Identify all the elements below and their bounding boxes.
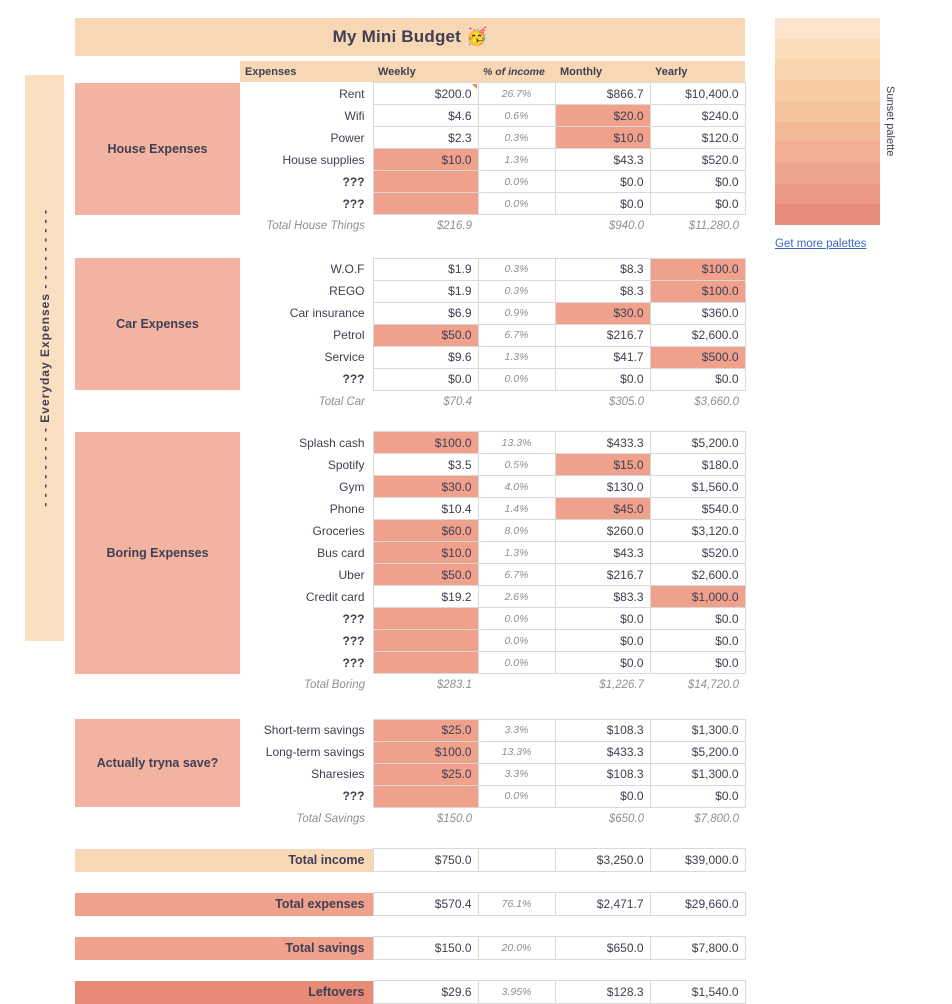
yearly-value-cell[interactable]: $0.0 [650, 171, 745, 193]
section-total-monthly[interactable]: $940.0 [608, 220, 644, 233]
section-total-row [75, 674, 745, 697]
summary-monthly-cell[interactable]: $650.0 [555, 937, 650, 960]
yearly-value-cell[interactable]: $2,600.0 [650, 324, 745, 346]
summary-table [75, 980, 746, 1004]
pct-of-income-cell[interactable]: 6.7% [478, 324, 555, 346]
yearly-value-cell[interactable]: $240.0 [650, 105, 745, 127]
expense-name-cell[interactable]: Uber [338, 567, 365, 582]
yearly-value-cell[interactable]: $5,200.0 [650, 432, 745, 454]
everyday-expenses-strip [25, 75, 64, 641]
section-label[interactable]: Boring Expenses [75, 432, 240, 674]
note-marker-icon [472, 84, 477, 89]
expense-name-cell[interactable]: Power [330, 130, 365, 145]
expense-name-cell[interactable]: Petrol [333, 328, 365, 342]
get-more-palettes-link[interactable]: Get more palettes [775, 238, 867, 250]
section-total-monthly[interactable]: $650.0 [608, 812, 644, 825]
expense-name-cell[interactable]: REGO [329, 284, 365, 298]
pct-of-income-cell[interactable]: 0.9% [478, 302, 555, 324]
weekly-value-cell[interactable]: $50.0 [373, 324, 478, 346]
expense-name-cell[interactable]: ??? [342, 196, 365, 211]
palette-swatch [775, 80, 880, 101]
monthly-value-cell[interactable]: $433.3 [555, 432, 650, 454]
yearly-value-cell[interactable]: $0.0 [650, 630, 745, 652]
monthly-value-cell[interactable]: $260.0 [555, 520, 650, 542]
summary-pct-cell[interactable]: 20.0% [478, 937, 555, 960]
expense-row [75, 83, 745, 105]
expense-name-cell[interactable]: Splash cash [299, 435, 365, 450]
weekly-value-cell[interactable]: $1.9 [373, 258, 478, 280]
summary-yearly-cell[interactable]: $39,000.0 [650, 849, 745, 872]
section-total-weekly[interactable]: $216.9 [436, 220, 472, 233]
monthly-value-cell[interactable]: $216.7 [555, 324, 650, 346]
yearly-value-cell[interactable]: $0.0 [650, 608, 745, 630]
monthly-value-cell[interactable]: $433.3 [555, 741, 650, 763]
expense-name-cell[interactable]: Long-term savings [265, 745, 365, 759]
pct-of-income-cell[interactable]: 0.5% [478, 454, 555, 476]
yearly-value-cell[interactable]: $540.0 [650, 498, 745, 520]
pct-of-income-cell[interactable]: 0.3% [478, 127, 555, 149]
yearly-value-cell[interactable]: $360.0 [650, 302, 745, 324]
section-total-pct [478, 390, 555, 413]
pct-of-income-cell[interactable]: 1.3% [478, 346, 555, 368]
palette-swatch [775, 122, 880, 143]
palette-swatch [775, 18, 880, 39]
monthly-value-cell[interactable]: $10.0 [555, 127, 650, 149]
summary-weekly-cell[interactable]: $750.0 [373, 849, 478, 872]
pct-of-income-cell[interactable]: 0.0% [478, 193, 555, 215]
weekly-value-cell[interactable]: $100.0 [373, 741, 478, 763]
weekly-value-cell[interactable]: $10.0 [373, 149, 478, 171]
expense-name-cell[interactable]: Sharesies [311, 767, 365, 781]
yearly-value-cell[interactable]: $2,600.0 [650, 564, 745, 586]
weekly-value-cell[interactable] [373, 193, 478, 215]
expense-name-cell[interactable]: W.O.F [330, 262, 365, 276]
yearly-value-cell[interactable]: $0.0 [650, 785, 745, 807]
section-table [75, 719, 746, 831]
budget-sheet [75, 18, 745, 1004]
weekly-value-cell[interactable]: $25.0 [373, 763, 478, 785]
palette-swatch [775, 184, 880, 205]
pct-of-income-cell[interactable]: 13.3% [478, 741, 555, 763]
section-total-label[interactable]: Total House Things [266, 220, 365, 232]
section-total-weekly[interactable]: $150.0 [436, 812, 472, 825]
yearly-value-cell[interactable]: $5,200.0 [650, 741, 745, 763]
monthly-value-cell[interactable]: $8.3 [555, 280, 650, 302]
summary-label[interactable]: Total expenses [75, 893, 373, 916]
yearly-value-cell[interactable]: $0.0 [650, 368, 745, 390]
pct-of-income-cell[interactable]: 0.0% [478, 785, 555, 807]
expense-name-cell[interactable]: Gym [339, 479, 365, 494]
summary-monthly-cell[interactable]: $3,250.0 [555, 849, 650, 872]
weekly-value-cell[interactable]: $60.0 [373, 520, 478, 542]
pct-of-income-cell[interactable]: 1.4% [478, 498, 555, 520]
summary-weekly-cell[interactable]: $570.4 [373, 893, 478, 916]
section-total-yearly[interactable]: $7,800.0 [694, 812, 739, 825]
total-spacer-cell [75, 390, 240, 413]
palette-swatch [775, 59, 880, 80]
expense-name-cell[interactable]: ??? [342, 633, 365, 648]
weekly-value-cell[interactable] [373, 608, 478, 630]
yearly-value-cell[interactable]: $3,120.0 [650, 520, 745, 542]
section-total-pct [478, 807, 555, 830]
section-total-row [75, 390, 745, 413]
section-total-monthly[interactable]: $305.0 [608, 395, 644, 408]
weekly-value-cell[interactable]: $25.0 [373, 719, 478, 741]
summary-label[interactable]: Leftovers [75, 981, 373, 1004]
expense-name-cell[interactable]: Spotify [327, 457, 365, 472]
summary-yearly-cell[interactable]: $7,800.0 [650, 937, 745, 960]
yearly-value-cell[interactable]: $100.0 [650, 258, 745, 280]
col-header-pct-of-income[interactable]: % of income [478, 61, 555, 82]
total-spacer-cell [75, 674, 240, 697]
pct-of-income-cell[interactable]: 2.6% [478, 586, 555, 608]
expense-name-cell[interactable]: ??? [342, 611, 365, 626]
total-spacer-cell [75, 807, 240, 830]
palette-name-label: Sunset palette [884, 86, 896, 157]
expense-name-cell[interactable]: Bus card [317, 545, 365, 560]
pct-of-income-cell[interactable]: 3.3% [478, 763, 555, 785]
expense-name-cell[interactable]: Car insurance [289, 306, 365, 320]
col-header-monthly[interactable]: Monthly [555, 61, 650, 82]
monthly-value-cell[interactable]: $130.0 [555, 476, 650, 498]
weekly-value-cell[interactable]: $1.9 [373, 280, 478, 302]
yearly-value-cell[interactable]: $520.0 [650, 149, 745, 171]
palette-name [884, 18, 896, 225]
yearly-value-cell[interactable]: $1,300.0 [650, 719, 745, 741]
weekly-value-cell[interactable]: $3.5 [373, 454, 478, 476]
pct-of-income-cell[interactable]: 0.0% [478, 368, 555, 390]
summary-table [75, 936, 746, 960]
weekly-value-cell[interactable]: $200.0 [373, 83, 478, 105]
section-total-label[interactable]: Total Boring [304, 679, 365, 691]
sheet-title[interactable]: My Mini Budget 🥳 [75, 18, 745, 56]
monthly-value-cell[interactable]: $45.0 [555, 498, 650, 520]
monthly-value-cell[interactable]: $15.0 [555, 454, 650, 476]
weekly-value-cell[interactable]: $4.6 [373, 105, 478, 127]
weekly-value-cell[interactable]: $30.0 [373, 476, 478, 498]
weekly-value-cell[interactable] [373, 630, 478, 652]
expense-name-cell[interactable]: ??? [342, 174, 365, 189]
pct-of-income-cell[interactable]: 0.0% [478, 652, 555, 674]
monthly-value-cell[interactable]: $0.0 [555, 193, 650, 215]
summary-weekly-cell[interactable]: $29.6 [373, 981, 478, 1004]
pct-of-income-cell[interactable]: 0.0% [478, 608, 555, 630]
section-table [75, 258, 746, 414]
summary-yearly-cell[interactable]: $29,660.0 [650, 893, 745, 916]
palette-swatch [775, 39, 880, 60]
summary-pct-cell[interactable]: 3.95% [478, 981, 555, 1004]
palette-swatch [775, 142, 880, 163]
col-header-weekly[interactable]: Weekly [373, 61, 478, 82]
pct-of-income-cell[interactable]: 1.3% [478, 542, 555, 564]
yearly-value-cell[interactable]: $1,560.0 [650, 476, 745, 498]
expense-name-cell[interactable]: Groceries [312, 523, 365, 538]
weekly-value-cell[interactable]: $19.2 [373, 586, 478, 608]
summary-row [75, 893, 745, 916]
summary-label[interactable]: Total savings [75, 937, 373, 960]
summary-container [75, 848, 745, 1004]
expense-name-cell[interactable]: Rent [339, 86, 365, 101]
pct-of-income-cell[interactable]: 0.0% [478, 630, 555, 652]
weekly-value-cell[interactable] [373, 171, 478, 193]
section-total-label[interactable]: Total Savings [296, 812, 365, 825]
weekly-value-cell[interactable]: $50.0 [373, 564, 478, 586]
pct-of-income-cell[interactable]: 0.3% [478, 258, 555, 280]
monthly-value-cell[interactable]: $0.0 [555, 630, 650, 652]
section-total-pct [478, 674, 555, 697]
section-total-pct [478, 215, 555, 238]
summary-label[interactable]: Total income [75, 849, 373, 872]
section-total-row [75, 807, 745, 830]
monthly-value-cell[interactable]: $216.7 [555, 564, 650, 586]
section-total-row [75, 215, 745, 238]
expense-name-cell[interactable]: ??? [342, 372, 365, 386]
weekly-value-cell[interactable] [373, 785, 478, 807]
summary-pct-cell[interactable] [478, 849, 555, 872]
total-spacer-cell [75, 215, 240, 238]
col-header-yearly[interactable]: Yearly [650, 61, 745, 82]
everyday-expenses-label: - - - - - - - - - Everyday Expenses - - - - - - - - - [37, 209, 52, 507]
monthly-value-cell[interactable]: $0.0 [555, 368, 650, 390]
section-table [75, 82, 746, 238]
section-label[interactable]: House Expenses [75, 83, 240, 215]
summary-pct-cell[interactable]: 76.1% [478, 893, 555, 916]
pct-of-income-cell[interactable]: 0.6% [478, 105, 555, 127]
palette-swatch [775, 204, 880, 225]
summary-monthly-cell[interactable]: $128.3 [555, 981, 650, 1004]
summary-row [75, 937, 745, 960]
yearly-value-cell[interactable]: $500.0 [650, 346, 745, 368]
section-table [75, 431, 746, 697]
pct-of-income-cell[interactable]: 4.0% [478, 476, 555, 498]
expense-name-cell[interactable]: Wifi [344, 108, 365, 123]
section-label[interactable]: Car Expenses [75, 258, 240, 390]
expense-name-cell[interactable]: Credit card [305, 589, 365, 604]
monthly-value-cell[interactable]: $0.0 [555, 785, 650, 807]
yearly-value-cell[interactable]: $1,300.0 [650, 763, 745, 785]
summary-monthly-cell[interactable]: $2,471.7 [555, 893, 650, 916]
yearly-value-cell[interactable]: $180.0 [650, 454, 745, 476]
pct-of-income-cell[interactable]: 8.0% [478, 520, 555, 542]
summary-row [75, 849, 745, 872]
section-total-monthly[interactable]: $1,226.7 [599, 679, 644, 692]
section-total-weekly[interactable]: $70.4 [443, 395, 472, 408]
yearly-value-cell[interactable]: $520.0 [650, 542, 745, 564]
section-total-yearly[interactable]: $14,720.0 [687, 679, 739, 692]
summary-weekly-cell[interactable]: $150.0 [373, 937, 478, 960]
pct-of-income-cell[interactable]: 0.0% [478, 171, 555, 193]
section-label[interactable]: Actually tryna save? [75, 719, 240, 807]
column-header-row [75, 61, 745, 82]
palette-swatch [775, 163, 880, 184]
weekly-value-cell[interactable]: $10.0 [373, 542, 478, 564]
monthly-value-cell[interactable]: $83.3 [555, 586, 650, 608]
monthly-value-cell[interactable]: $0.0 [555, 608, 650, 630]
weekly-value-cell[interactable]: $100.0 [373, 432, 478, 454]
expense-name-cell[interactable]: Phone [329, 501, 365, 516]
section-total-weekly[interactable]: $283.1 [436, 679, 472, 692]
expense-name-cell[interactable]: ??? [342, 789, 365, 803]
section-total-yearly[interactable]: $11,280.0 [688, 220, 739, 233]
summary-table [75, 848, 746, 872]
monthly-value-cell[interactable]: $108.3 [555, 763, 650, 785]
weekly-value-cell[interactable]: $0.0 [373, 368, 478, 390]
yearly-value-cell[interactable]: $10,400.0 [650, 83, 745, 105]
expense-name-cell[interactable]: Short-term savings [263, 723, 365, 737]
monthly-value-cell[interactable]: $43.3 [555, 149, 650, 171]
pct-of-income-cell[interactable]: 0.3% [478, 280, 555, 302]
monthly-value-cell[interactable]: $866.7 [555, 83, 650, 105]
summary-table [75, 892, 746, 916]
pct-of-income-cell[interactable]: 26.7% [478, 83, 555, 105]
expense-name-cell[interactable]: Service [324, 350, 365, 364]
col-header-expenses[interactable]: Expenses [240, 61, 373, 82]
yearly-value-cell[interactable]: $0.0 [650, 193, 745, 215]
sections-container [75, 82, 745, 830]
palette-swatch [775, 101, 880, 122]
monthly-value-cell[interactable]: $41.7 [555, 346, 650, 368]
expense-row [75, 432, 745, 454]
yearly-value-cell[interactable]: $0.0 [650, 652, 745, 674]
yearly-value-cell[interactable]: $120.0 [650, 127, 745, 149]
summary-row [75, 981, 745, 1004]
weekly-value-cell[interactable]: $6.9 [373, 302, 478, 324]
monthly-value-cell[interactable]: $20.0 [555, 105, 650, 127]
pct-of-income-cell[interactable]: 3.3% [478, 719, 555, 741]
summary-yearly-cell[interactable]: $1,540.0 [650, 981, 745, 1004]
weekly-value-cell[interactable]: $2.3 [373, 127, 478, 149]
expense-row [75, 719, 745, 741]
pct-of-income-cell[interactable]: 13.3% [478, 432, 555, 454]
yearly-value-cell[interactable]: $1,000.0 [650, 586, 745, 608]
expense-row [75, 258, 745, 280]
weekly-value-cell[interactable] [373, 652, 478, 674]
monthly-value-cell[interactable]: $8.3 [555, 258, 650, 280]
monthly-value-cell[interactable]: $43.3 [555, 542, 650, 564]
pct-of-income-cell[interactable]: 6.7% [478, 564, 555, 586]
header-spacer-cell [75, 61, 240, 82]
monthly-value-cell[interactable]: $0.0 [555, 652, 650, 674]
yearly-value-cell[interactable]: $100.0 [650, 280, 745, 302]
section-total-label[interactable]: Total Car [318, 395, 365, 408]
weekly-value-cell[interactable]: $9.6 [373, 346, 478, 368]
palette-swatches [775, 18, 880, 225]
weekly-value-cell[interactable]: $10.4 [373, 498, 478, 520]
expense-name-cell[interactable]: ??? [342, 655, 365, 670]
monthly-value-cell[interactable]: $108.3 [555, 719, 650, 741]
section-total-yearly[interactable]: $3,660.0 [694, 395, 739, 408]
expense-name-cell[interactable]: House supplies [282, 152, 365, 167]
header-row [75, 61, 745, 82]
pct-of-income-cell[interactable]: 1.3% [478, 149, 555, 171]
monthly-value-cell[interactable]: $30.0 [555, 302, 650, 324]
monthly-value-cell[interactable]: $0.0 [555, 171, 650, 193]
